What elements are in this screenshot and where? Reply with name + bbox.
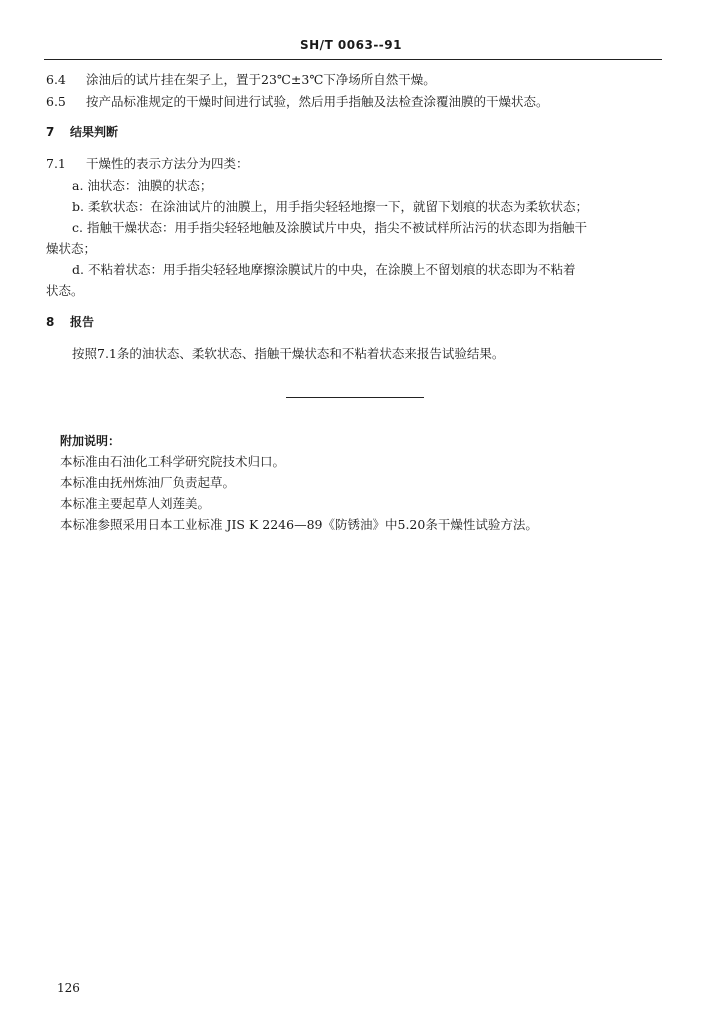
item-a: a. 油状态：油膜的状态； [72,178,213,193]
item-d-line2: 状态。 [46,283,84,298]
item-b: b. 柔软状态：在涂油试片的油膜上，用手指尖轻轻地擦一下，就留下划痕的状态为柔软状态； [72,199,588,214]
section-title: 结果判断 [70,125,119,139]
note-line: 本标准参照采用日本工业标准 JIS K 2246—89《防锈油》中5.20条干燥性试验方法。 [60,517,538,532]
clause-6-5 [46,93,549,111]
note-line: 本标准由抚州炼油厂负责起草。 [60,475,236,490]
clause-number: 6.5 [46,94,66,109]
notes-heading: 附加说明： [60,434,121,448]
note-line: 本标准由石油化工科学研究院技术归口。 [60,454,286,469]
item-d-line1: d. 不粘着状态：用手指尖轻轻地摩擦涂膜试片的中央，在涂膜上不留划痕的状态即为不粘着 [72,262,576,277]
header-rule [44,59,662,60]
clause-number: 7.1 [46,156,66,171]
clause-number: 6.4 [46,72,66,87]
standard-code-header: SH/T 0063--91 [300,38,402,52]
section-8-heading [46,313,94,331]
page-number: 126 [57,981,80,995]
clause-text: 按产品标准规定的干燥时间进行试验，然后用手指触及法检查涂覆油膜的干燥状态。 [86,94,549,109]
item-c-line2: 燥状态； [46,241,97,256]
section-title: 报告 [70,315,95,329]
section-8-text: 按照7.1条的油状态、柔软状态、指触干燥状态和不粘着状态来报告试验结果。 [72,346,505,361]
note-line: 本标准主要起草人刘莲美。 [60,496,211,511]
item-c-line1: c. 指触干燥状态：用手指尖轻轻地触及涂膜试片中央，指尖不被试样所沾污的状态即为指触干 [72,220,587,235]
section-number: 7 [46,125,55,139]
end-rule [286,397,424,398]
clause-text: 干燥性的表示方法分为四类： [86,156,249,171]
clause-7-1 [46,155,249,173]
section-number: 8 [46,315,55,329]
section-7-heading [46,123,118,141]
clause-6-4 [46,71,436,89]
clause-text: 涂油后的试片挂在架子上，置于23℃±3℃下净场所自然干燥。 [86,72,436,87]
